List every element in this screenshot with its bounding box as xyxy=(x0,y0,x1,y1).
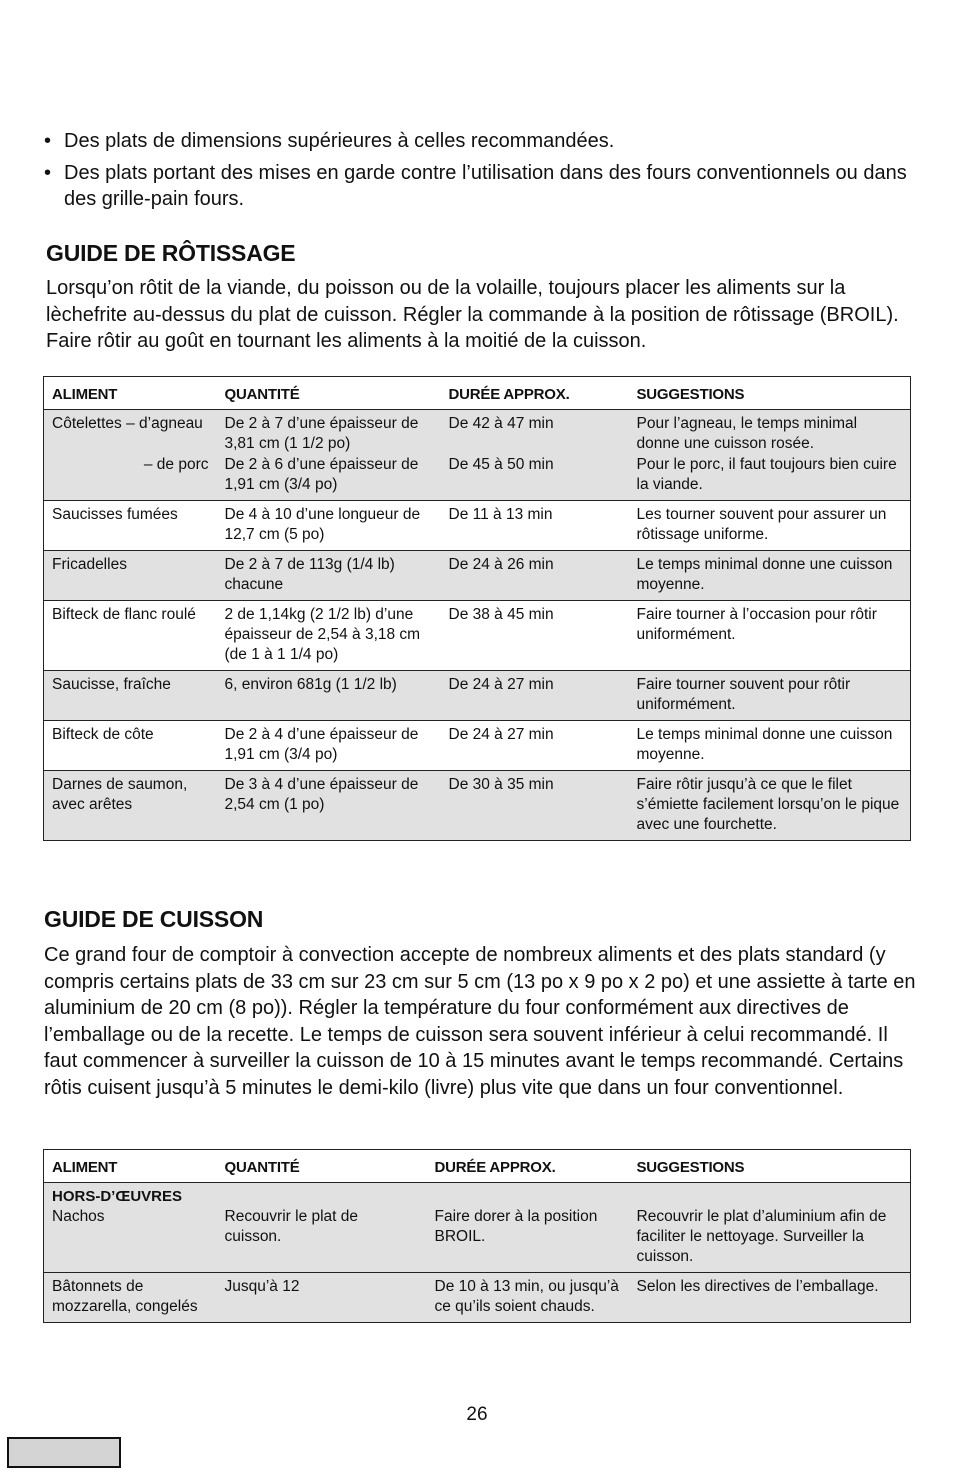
table-row xyxy=(44,410,911,501)
cell-suggestions: Selon les directives de l’emballage. xyxy=(629,1273,911,1323)
cell-aliment: Saucisses fumées xyxy=(44,501,217,551)
page-number: 26 xyxy=(466,1404,488,1425)
table-row xyxy=(44,771,911,841)
cell-duree: De 30 à 35 min xyxy=(441,771,629,841)
cell-duree: Faire dorer à la position BROIL. xyxy=(427,1183,629,1273)
cell-aliment: Bifteck de flanc roulé xyxy=(44,601,217,671)
table-row xyxy=(44,1273,911,1323)
cell-aliment: Bâtonnets de mozzarella, congelés xyxy=(44,1273,217,1323)
aliment-porc: – de porc xyxy=(143,456,209,473)
bullet-text: Des plats de dimensions supérieures à celles recommandées. xyxy=(64,130,615,152)
bullet-item xyxy=(44,128,924,154)
table-row xyxy=(44,501,911,551)
header-quantite: QUANTITÉ xyxy=(217,1150,427,1183)
cell-aliment: Darnes de saumon, avec arêtes xyxy=(44,771,217,841)
cell-aliment xyxy=(44,1183,217,1273)
page-tab-marker xyxy=(7,1437,121,1468)
category-label: HORS-D’ŒUVRES xyxy=(52,1188,183,1205)
cell-suggestions: Le temps minimal donne une cuisson moyenne. xyxy=(629,551,911,601)
cell-suggestions: Faire rôtir jusqu’à ce que le filet s’émiette facilement lorsqu’on le pique avec une fourchette. xyxy=(629,771,911,841)
header-quantite: QUANTITÉ xyxy=(217,377,441,410)
suggestions-agneau: Pour l’agneau, le temps minimal donne une cuisson rosée. xyxy=(636,415,858,452)
cell-duree: De 10 à 13 min, ou jusqu’à ce qu’ils soient chauds. xyxy=(427,1273,629,1323)
cell-aliment: Saucisse, fraîche xyxy=(44,671,217,721)
rotissage-intro: Lorsqu’on rôtit de la viande, du poisson ou de la volaille, toujours placer les aliments sur la lèchefrite au-dessus du plat de cuisson. Régler la commande à la position de rôtissage (BROIL). Faire rôtir au goût en tournant les aliments à la moitié de la cuisson. xyxy=(46,277,899,352)
cell-duree: De 24 à 27 min xyxy=(441,721,629,771)
cell-duree: De 11 à 13 min xyxy=(441,501,629,551)
cell-suggestions: Recouvrir le plat d’aluminium afin de faciliter le nettoyage. Surveiller la cuisson. xyxy=(629,1183,911,1273)
cell-quantite: De 4 à 10 d’une longueur de 12,7 cm (5 po) xyxy=(217,501,441,551)
rotissage-table xyxy=(43,376,911,841)
header-duree: DURÉE APPROX. xyxy=(427,1150,629,1183)
table-header-row xyxy=(44,1150,911,1183)
cuisson-intro: Ce grand four de comptoir à convection accepte de nombreux aliments et des plats standard (y compris certains plats de 33 cm sur 23 cm sur 5 cm (13 po x 9 po x 2 po) et une assiette à tarte en aluminium de 20 cm (8 po)). Régler la température du four conformément aux directives de l’emballage ou de la recette. Le temps de cuisson sera souvent inférieur à celui recommandé. Il faut commencer à surveiller la cuisson de 10 à 15 minutes avant le temps recommandé. Certains rôtis cuisent jusqu’à 5 minutes le demi-kilo (livre) plus vite que dans un four conventionnel. xyxy=(44,944,916,1099)
cell-quantite xyxy=(217,410,441,501)
cell-quantite: De 2 à 7 de 113g (1/4 lb) chacune xyxy=(217,551,441,601)
cell-duree xyxy=(441,410,629,501)
rotissage-title: GUIDE DE RÔTISSAGE xyxy=(46,240,296,266)
header-duree: DURÉE APPROX. xyxy=(441,377,629,410)
cell-suggestions: Les tourner souvent pour assurer un rôtissage uniforme. xyxy=(629,501,911,551)
bullet-list xyxy=(44,128,924,218)
cell-quantite: Recouvrir le plat de cuisson. xyxy=(217,1183,427,1273)
bullet-dot: • xyxy=(44,130,52,152)
table-row xyxy=(44,671,911,721)
table-row xyxy=(44,551,911,601)
table-row xyxy=(44,1183,911,1273)
bullet-item xyxy=(44,160,924,212)
aliment-text: Nachos xyxy=(52,1208,105,1225)
quantite-agneau: De 2 à 7 d’une épaisseur de 3,81 cm (1 1/2 po) xyxy=(224,415,419,452)
table-row xyxy=(44,601,911,671)
cell-duree: De 38 à 45 min xyxy=(441,601,629,671)
cell-aliment: Fricadelles xyxy=(44,551,217,601)
header-aliment: ALIMENT xyxy=(44,1150,217,1183)
cell-quantite: De 2 à 4 d’une épaisseur de 1,91 cm (3/4 po) xyxy=(217,721,441,771)
cell-suggestions xyxy=(629,410,911,501)
cell-quantite: De 3 à 4 d’une épaisseur de 2,54 cm (1 po) xyxy=(217,771,441,841)
bullet-dot: • xyxy=(44,162,52,184)
cell-suggestions: Le temps minimal donne une cuisson moyenne. xyxy=(629,721,911,771)
cell-duree: De 24 à 27 min xyxy=(441,671,629,721)
table-header-row xyxy=(44,377,911,410)
cell-suggestions: Faire tourner à l’occasion pour rôtir uniformément. xyxy=(629,601,911,671)
quantite-porc: De 2 à 6 d’une épaisseur de 1,91 cm (3/4 po) xyxy=(224,456,419,493)
table-row xyxy=(44,721,911,771)
bullet-text: Des plats portant des mises en garde contre l’utilisation dans des fours conventionnels ou dans des grille-pain fours. xyxy=(64,162,907,210)
cell-duree: De 24 à 26 min xyxy=(441,551,629,601)
cell-quantite: Jusqu’à 12 xyxy=(217,1273,427,1323)
cuisson-title: GUIDE DE CUISSON xyxy=(44,906,264,932)
cell-aliment: Bifteck de côte xyxy=(44,721,217,771)
cell-quantite: 2 de 1,14kg (2 1/2 lb) d’une épaisseur de 2,54 à 3,18 cm (de 1 à 1 1/4 po) xyxy=(217,601,441,671)
header-suggestions: SUGGESTIONS xyxy=(629,377,911,410)
header-suggestions: SUGGESTIONS xyxy=(629,1150,911,1183)
duree-porc: De 45 à 50 min xyxy=(448,456,554,473)
cell-aliment xyxy=(44,410,217,501)
cuisson-table xyxy=(43,1149,911,1323)
suggestions-porc: Pour le porc, il faut toujours bien cuire la viande. xyxy=(636,456,897,493)
header-aliment: ALIMENT xyxy=(44,377,217,410)
aliment-agneau: Côtelettes – d’agneau xyxy=(52,415,203,432)
cell-quantite: 6, environ 681g (1 1/2 lb) xyxy=(217,671,441,721)
duree-agneau: De 42 à 47 min xyxy=(448,415,554,432)
cell-suggestions: Faire tourner souvent pour rôtir uniformément. xyxy=(629,671,911,721)
